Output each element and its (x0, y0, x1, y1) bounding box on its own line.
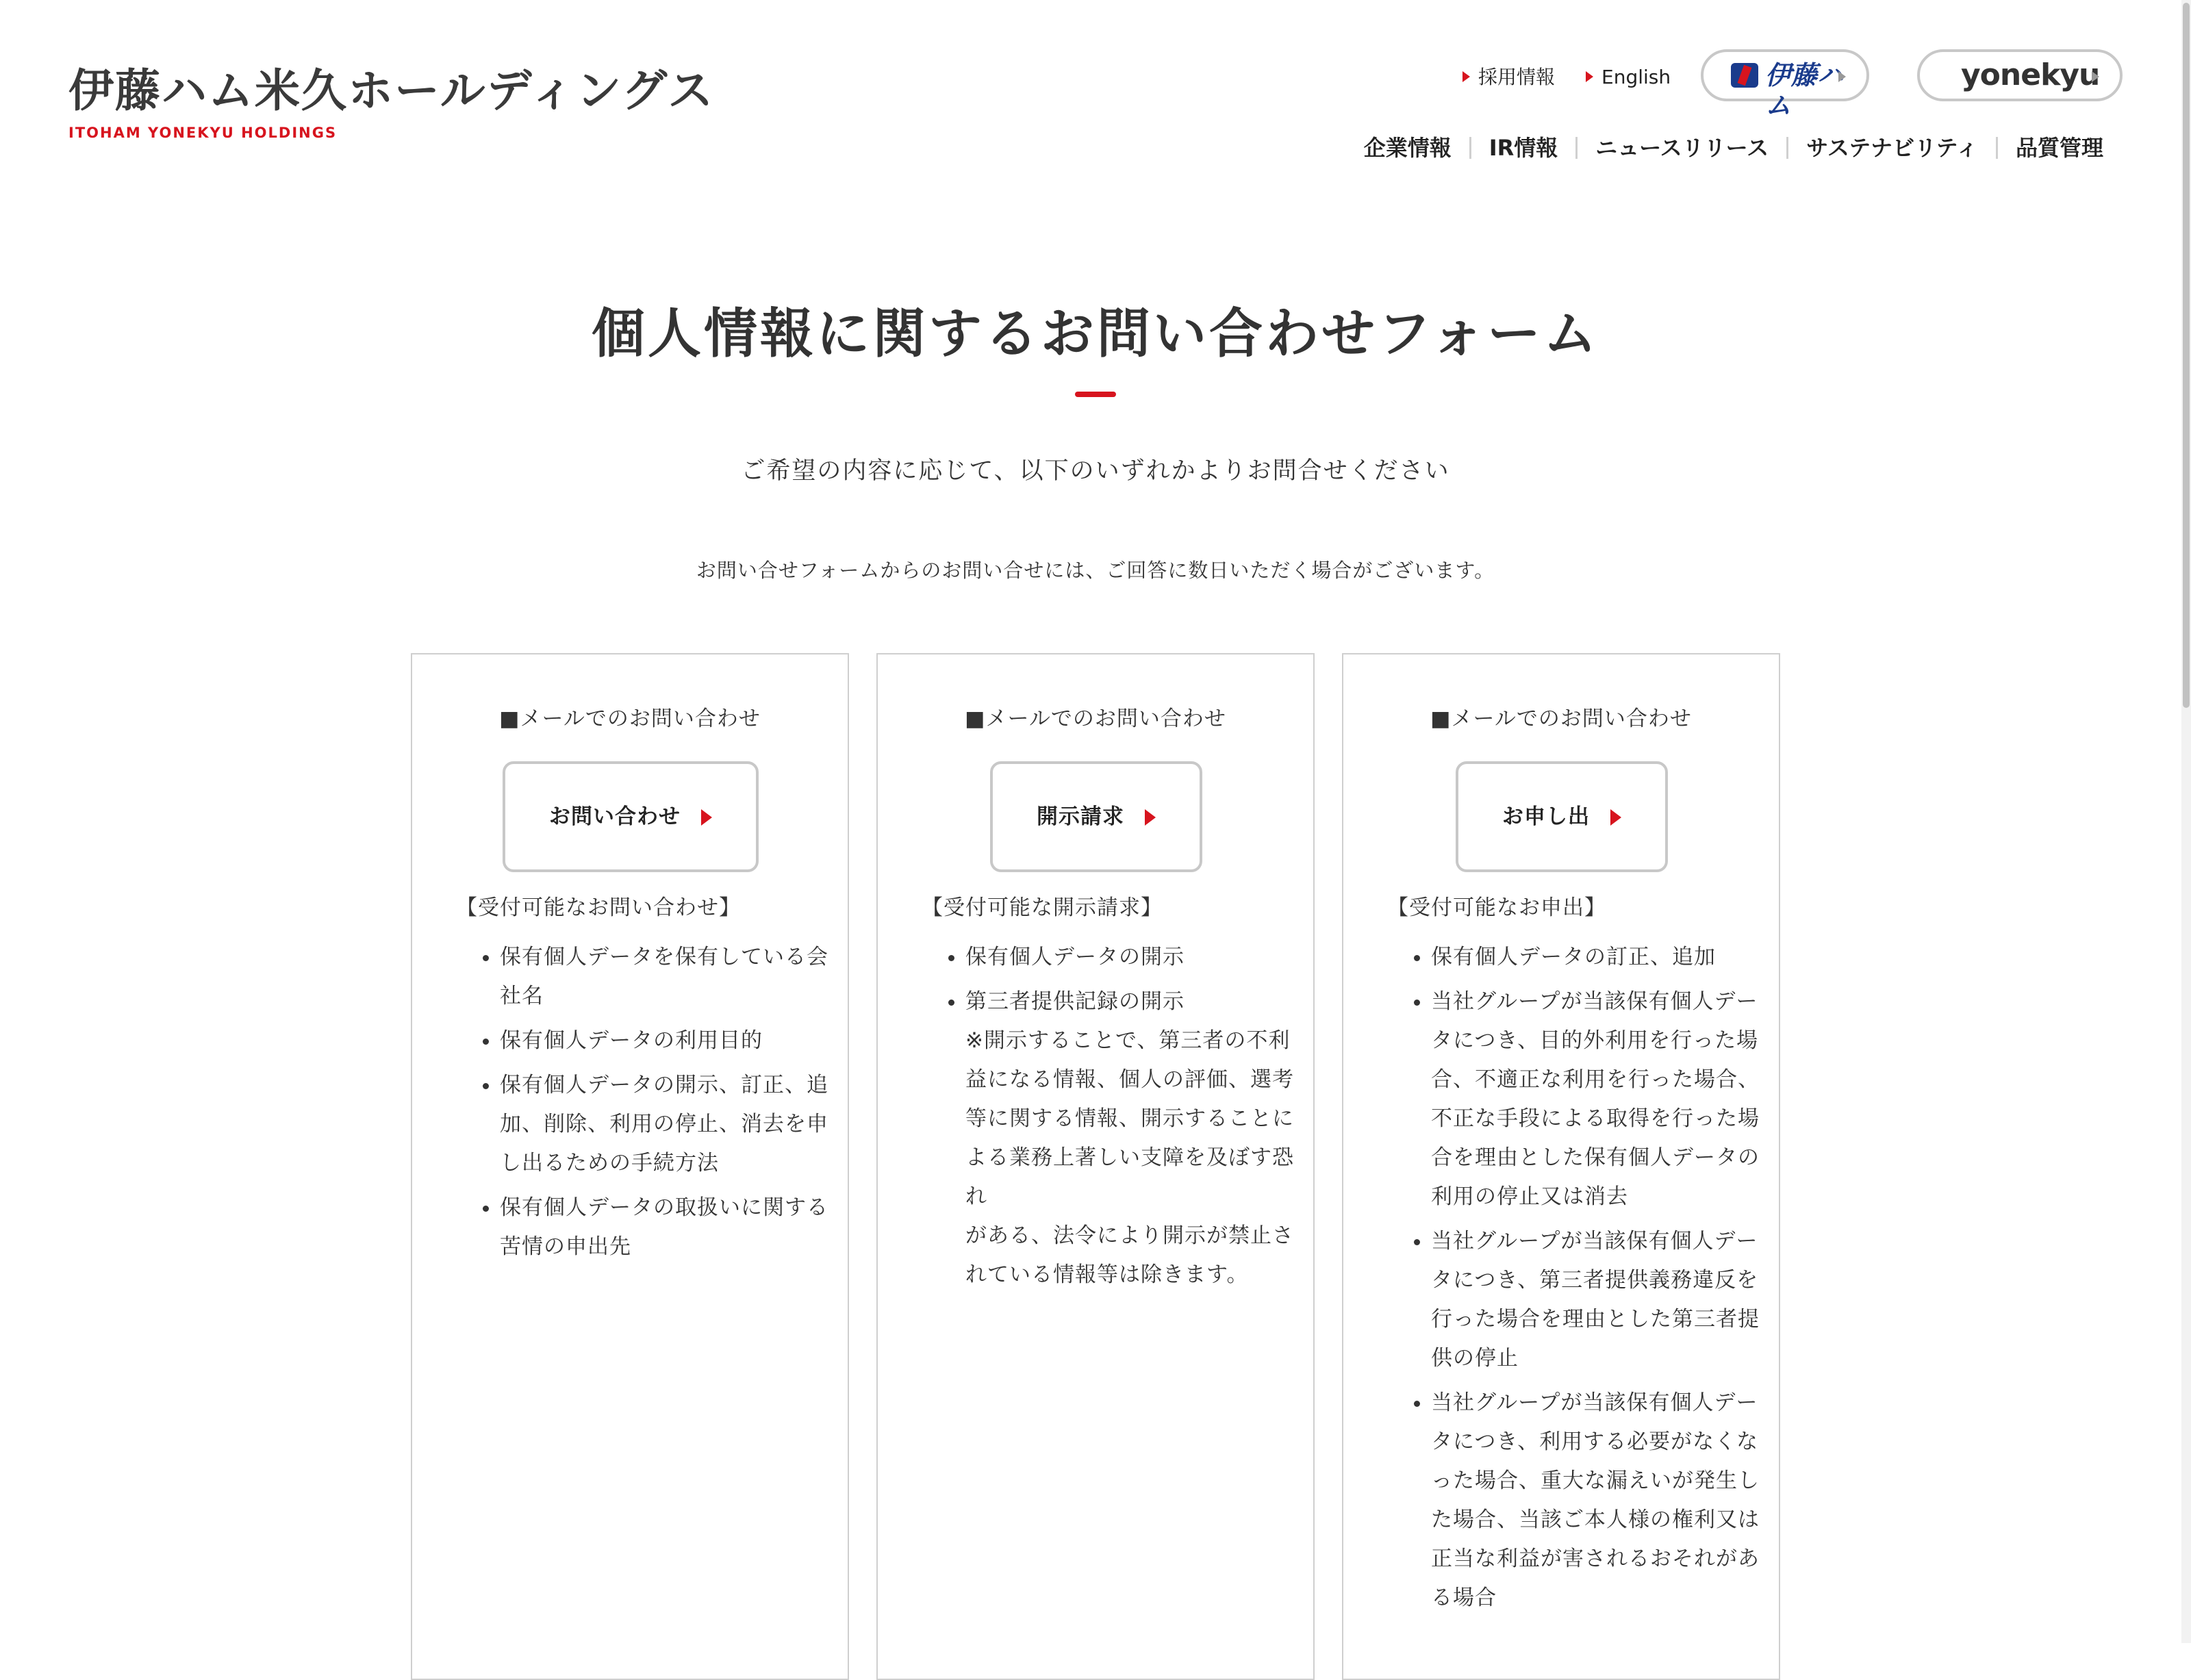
card-subheading: 【受付可能なお問い合わせ】 (456, 895, 741, 920)
inquiry-card (411, 653, 849, 1680)
list-item: • 当社グループが当該保有個人データにつき、目的外利用を行った場合、不適正な利用を行った場合、不正な手段による取得を行った場合を理由とした保有個人データの利用の停止又は消去 (1431, 982, 1760, 1217)
nav-divider (1996, 137, 1998, 159)
card-list (481, 938, 828, 1272)
chevron-right-icon (1145, 809, 1156, 826)
yonekyu-brand-button[interactable] (1917, 49, 2123, 101)
list-item: • 第三者提供記録の開示 ※開示することで、第三者の不利益になる情報、個人の評価、選考等に関する情報、開示することによる業務上著しい支障を及ぼす恐れ がある、法令により開示が禁止されている情報等は除きます。 (965, 982, 1294, 1295)
page-scrollbar[interactable] (2181, 0, 2191, 1643)
english-link[interactable]: English (1586, 66, 1671, 89)
list-item: • 保有個人データの訂正、追加 (1431, 938, 1760, 977)
list-item: • 保有個人データの取扱いに関する苦情の申出先 (500, 1188, 828, 1267)
disclosure-card (876, 653, 1315, 1680)
chevron-right-icon (1462, 71, 1470, 82)
chevron-right-icon (1610, 809, 1621, 826)
disclosure-request-button[interactable]: 開示請求 (990, 761, 1202, 872)
itoham-logo-text: 伊藤ハム (1765, 60, 1844, 120)
card-heading: ■メールでのお問い合わせ (965, 707, 1226, 731)
yonekyu-logo-text: yonekyu (1961, 58, 2100, 92)
logo-english: ITOHAM YONEKYU HOLDINGS (68, 125, 338, 141)
chevron-right-icon (1586, 71, 1593, 82)
request-card (1342, 653, 1780, 1680)
title-underline (1075, 392, 1116, 397)
list-item: • 当社グループが当該保有個人データにつき、利用する必要がなくなった場合、重大な漏えいが発生した場合、当該ご本人様の権利又は正当な利益が害されるおそれがある場合 (1431, 1384, 1760, 1618)
itoham-logo-icon (1731, 63, 1758, 88)
nav-divider (1469, 137, 1471, 159)
nav-ir[interactable]: IR情報 (1489, 135, 1558, 161)
nav-divider (1786, 137, 1788, 159)
chevron-right-icon (701, 809, 712, 826)
recruit-link[interactable]: 採用情報 (1462, 66, 1555, 89)
chevron-right-icon (1838, 71, 1846, 82)
chevron-right-icon (2092, 71, 2099, 82)
itoham-brand-button[interactable] (1701, 49, 1869, 120)
list-item: • 保有個人データの利用目的 (500, 1021, 828, 1060)
lead-text: ご希望の内容に応じて、以下のいずれかよりお問合せください (741, 457, 1450, 485)
request-button[interactable]: お申し出 (1456, 761, 1668, 872)
global-nav (1364, 134, 2103, 162)
disclosure-note: ※開示することで、第三者の不利益になる情報、個人の評価、選考等に関する情報、開示することによる業務上著しい支障を及ぼす恐れ (965, 1028, 1294, 1209)
site-logo[interactable] (68, 64, 715, 141)
card-subheading: 【受付可能なお申出】 (1387, 895, 1606, 920)
nav-sustainability[interactable]: サステナビリティ (1806, 135, 1978, 161)
card-subheading: 【受付可能な開示請求】 (922, 895, 1163, 920)
nav-company[interactable]: 企業情報 (1363, 135, 1452, 161)
nav-divider (1575, 137, 1578, 159)
inquiry-button[interactable]: お問い合わせ (503, 761, 759, 872)
nav-quality[interactable]: 品質管理 (2015, 135, 2103, 161)
card-heading: ■メールでのお問い合わせ (1430, 707, 1692, 731)
nav-news[interactable]: ニュースリリース (1595, 135, 1769, 161)
list-item: • 当社グループが当該保有個人データにつき、第三者提供義務違反を行った場合を理由とした第三者提供の停止 (1431, 1222, 1760, 1378)
disclosure-note: がある、法令により開示が禁止されている情報等は除きます。 (965, 1223, 1294, 1287)
list-item: • 保有個人データを保有している会社名 (500, 938, 828, 1016)
scrollbar-thumb[interactable] (2183, 3, 2190, 708)
response-note: お問い合せフォームからのお問い合せには、ご回答に数日いただく場合がございます。 (696, 559, 1495, 582)
card-list (946, 938, 1294, 1300)
page-title: 個人情報に関するお問い合わせフォーム (591, 303, 1600, 365)
card-list (1412, 938, 1760, 1623)
list-item: • 保有個人データの開示 (965, 938, 1294, 977)
list-item: • 保有個人データの開示、訂正、追加、削除、利用の停止、消去を申し出るための手続方法 (500, 1066, 828, 1183)
card-heading: ■メールでのお問い合わせ (499, 707, 761, 731)
logo-japanese: 伊藤ハム米久ホールディングス (68, 64, 715, 117)
